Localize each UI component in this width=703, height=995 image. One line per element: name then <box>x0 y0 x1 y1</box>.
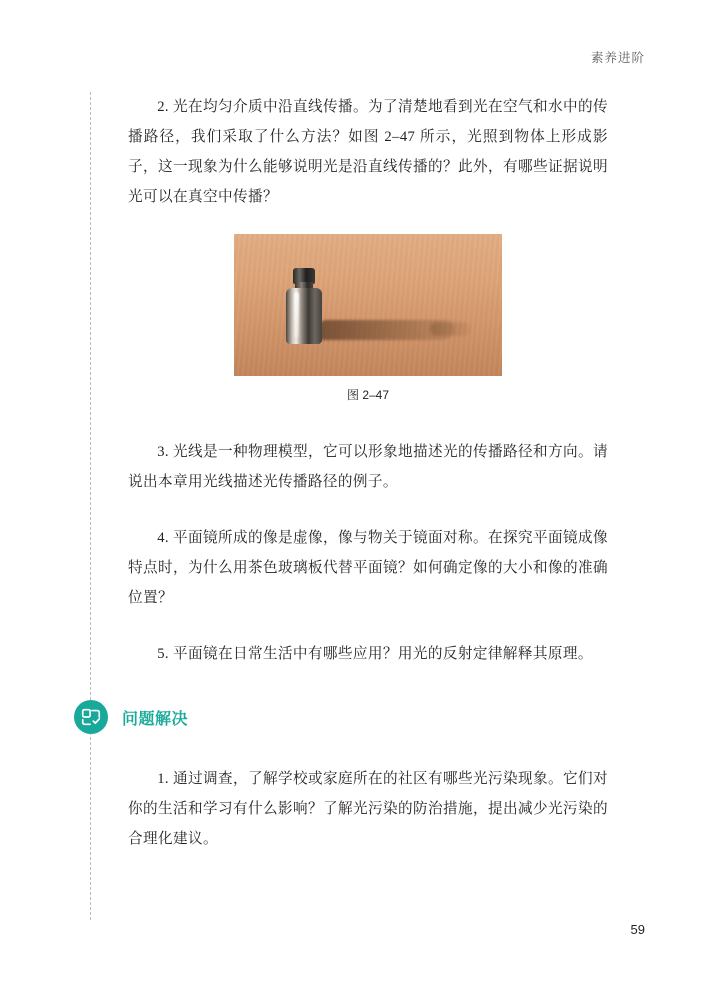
problem-solving-icon <box>74 700 108 734</box>
spacer <box>128 403 608 437</box>
question-item-3: 3. 光线是一种物理模型，它可以形象地描述光的传播路径和方向。请说出本章用光线描述光传播路径的例子。 <box>128 444 608 490</box>
spacer <box>128 497 608 523</box>
question-item-2: 2. 光在均匀介质中沿直线传播。为了清楚地看到光在空气和水中的传播路径，我们采取了什么方法？如图 2–47 所示，光照到物体上形成影子，这一现象为什么能够说明光是沿直线传播的？此外，有哪些证据说明光可以在真空中传播？ <box>128 99 608 205</box>
bottle-highlight <box>294 292 299 338</box>
spacer <box>128 613 608 639</box>
figure-photo <box>234 234 502 376</box>
problem-solving-item-1: 1. 通过调查，了解学校或家庭所在的社区有哪些光污染现象。它们对你的生活和学习有什么影响？了解光污染的防治措施，提出减少光污染的合理化建议。 <box>128 771 608 847</box>
question-item-5: 5. 平面镜在日常生活中有哪些应用？用光的反射定律解释其原理。 <box>157 646 593 662</box>
margin-dashed-rule <box>90 92 91 920</box>
thermos-bottle <box>286 268 322 344</box>
question-item-4: 4. 平面镜所成的像是虚像，像与物关于镜面对称。在探究平面镜成像特点时，为什么用茶色玻璃板代替平面镜？如何确定像的大小和像的准确位置？ <box>128 530 608 606</box>
problem-solving-column <box>128 764 608 854</box>
wood-grain-texture <box>234 234 502 376</box>
section-heading-problem-solving <box>74 700 188 734</box>
bottle-body <box>286 288 322 344</box>
running-header: 素养进阶 <box>590 51 645 65</box>
page-number: 59 <box>630 922 645 937</box>
questions-column <box>128 92 608 669</box>
figure-caption: 图 2–47 <box>346 388 390 402</box>
cast-shadow-tip <box>430 322 470 336</box>
figure-2-47 <box>128 234 608 403</box>
section-title: 问题解决 <box>122 710 189 728</box>
